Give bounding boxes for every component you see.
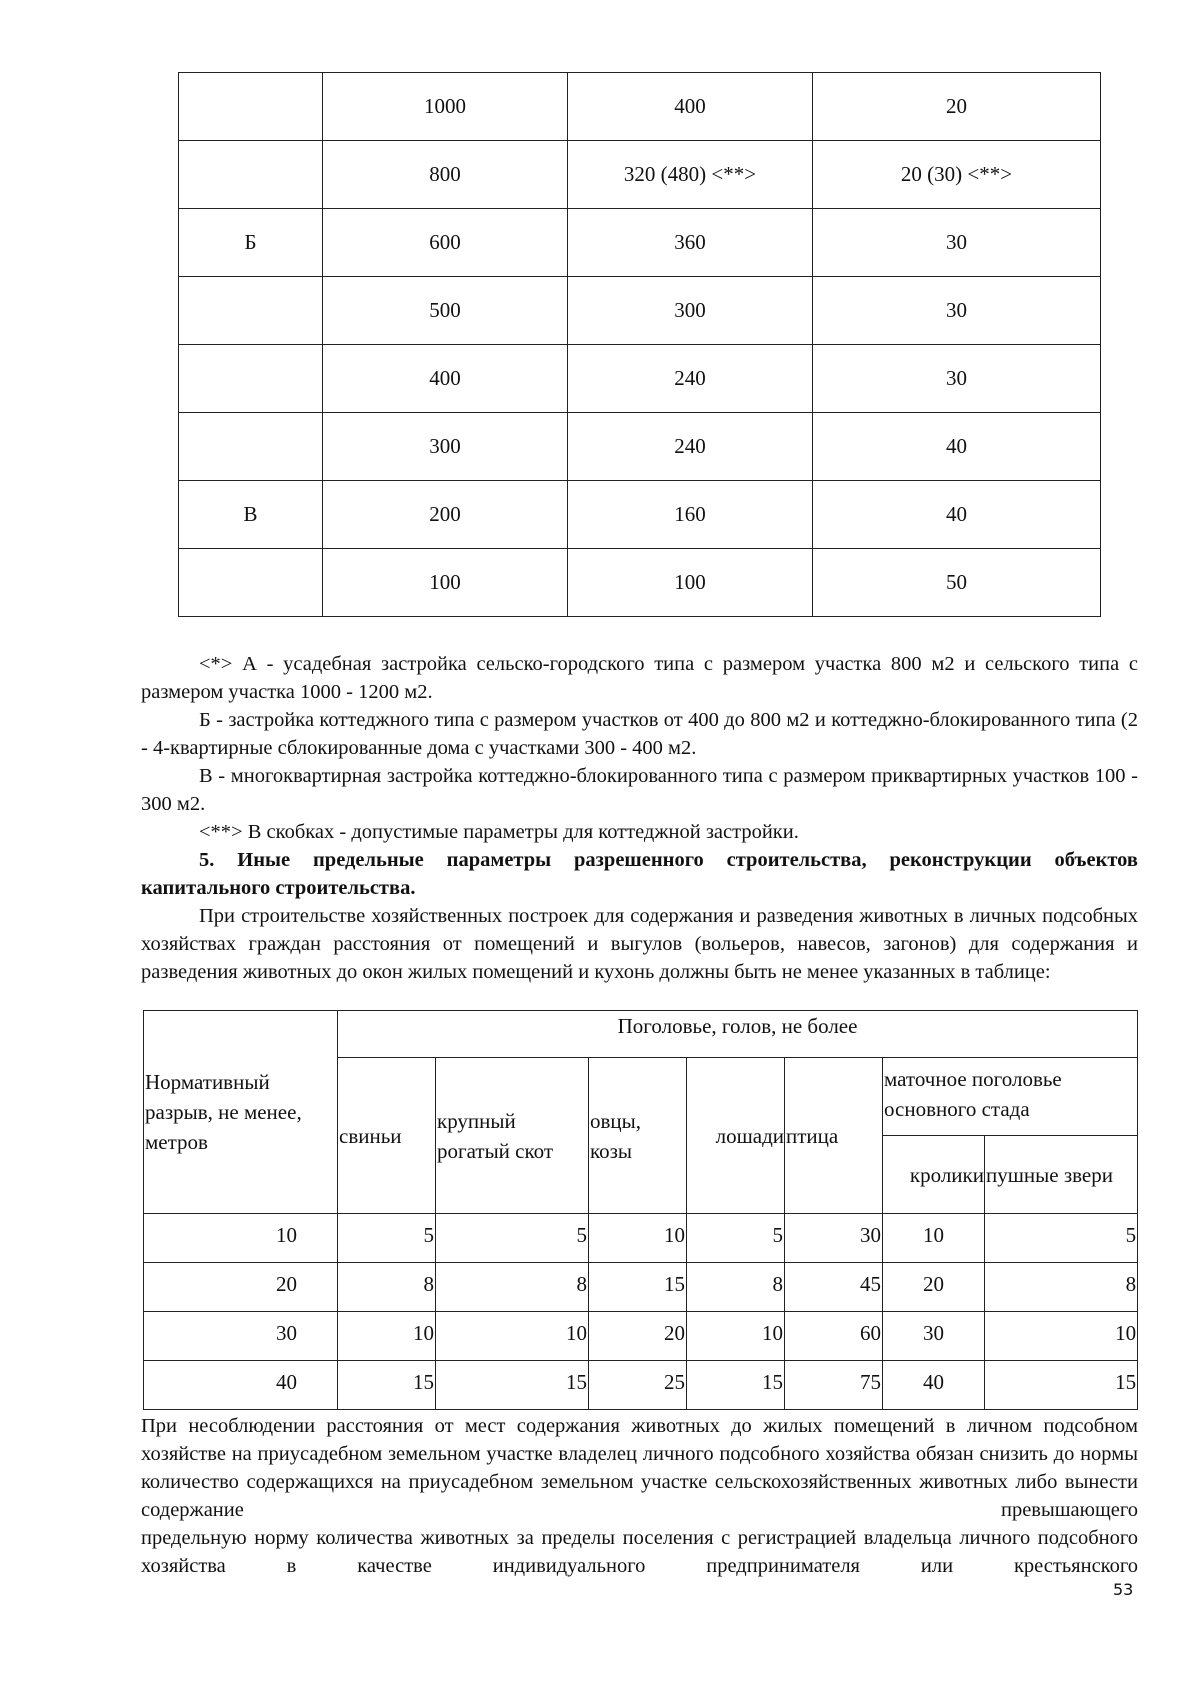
table-cell: 400 <box>568 73 813 141</box>
table-cell <box>179 413 323 481</box>
section-intro-text: При строительстве хозяйственных построек для содержания и разведения животных в личных подсобных хозяйствах граждан расстояния от помещений и выгулов (вольеров, навесов, загонов) для содержания и разведения животных до окон жилых помещений и кухонь должны быть не менее указанных в таблице: <box>141 905 1138 983</box>
table-cell: 8 <box>338 1263 436 1312</box>
table-cell: 8 <box>687 1263 785 1312</box>
table-cell: 1000 <box>323 73 568 141</box>
table-cell: 100 <box>323 549 568 617</box>
table-row <box>179 549 1101 617</box>
table-cell: 360 <box>568 209 813 277</box>
table-cell: 40 <box>813 481 1101 549</box>
table-cell: 5 <box>338 1214 436 1263</box>
table-row <box>144 1312 1138 1361</box>
table-cell: Б <box>179 209 323 277</box>
table-cell: 15 <box>985 1361 1138 1410</box>
table-cell: 75 <box>785 1361 883 1410</box>
table-cell: 5 <box>985 1214 1138 1263</box>
table-row <box>179 141 1101 209</box>
table-cell: 500 <box>323 277 568 345</box>
table-cell: 40 <box>883 1361 985 1410</box>
col-fur-animals-header: пушные звери <box>985 1136 1138 1214</box>
table-cell: 320 (480) <**> <box>568 141 813 209</box>
table-cell: 30 <box>813 209 1101 277</box>
animal-distance-table <box>143 1010 1138 1410</box>
table-cell: 200 <box>323 481 568 549</box>
note-b: Б - застройка коттеджного типа с размером участков от 400 до 800 м2 и коттеджно-блокированного типа (2 - 4-квартирные сблокированные дома с участками 300 - 400 м2. <box>141 709 1138 759</box>
note-c: В - многоквартирная застройка коттеджно-блокированного типа с размером приквартирных участков 100 - 300 м2. <box>141 765 1138 815</box>
section-intro <box>141 902 1138 986</box>
table-cell: 50 <box>813 549 1101 617</box>
table-cell <box>179 73 323 141</box>
table-cell: 45 <box>785 1263 883 1312</box>
col-horses-header: лошади <box>687 1058 785 1214</box>
group-header: Поголовье, голов, не более <box>338 1011 1138 1058</box>
table-cell: 20 <box>589 1312 687 1361</box>
table-cell <box>179 345 323 413</box>
table-cell: 8 <box>436 1263 589 1312</box>
table-cell: 10 <box>338 1312 436 1361</box>
table-row <box>179 481 1101 549</box>
note-a: <*> А - усадебная застройка сельско-городского типа с размером участка 800 м2 и сельского типа с размером участка 1000 - 1200 м2. <box>141 653 1138 703</box>
col-rabbits-header: кролики <box>883 1136 985 1214</box>
table-row <box>179 413 1101 481</box>
table-cell: 10 <box>144 1214 338 1263</box>
table-row <box>144 1361 1138 1410</box>
table-row <box>179 209 1101 277</box>
table-cell: 15 <box>589 1263 687 1312</box>
table-cell: 800 <box>323 141 568 209</box>
col-poultry-header: птица <box>785 1058 883 1214</box>
table-cell <box>179 549 323 617</box>
table-cell: 30 <box>813 345 1101 413</box>
table-cell: 25 <box>589 1361 687 1410</box>
table-cell <box>179 141 323 209</box>
table-cell: 15 <box>338 1361 436 1410</box>
table-cell: 240 <box>568 345 813 413</box>
table-cell: 300 <box>323 413 568 481</box>
note-d: <**> В скобках - допустимые параметры для коттеджной застройки. <box>199 821 799 843</box>
table-cell: 20 <box>883 1263 985 1312</box>
table-cell: 240 <box>568 413 813 481</box>
table-cell: 400 <box>323 345 568 413</box>
table-cell: 10 <box>985 1312 1138 1361</box>
table-cell: 15 <box>687 1361 785 1410</box>
table-cell: 5 <box>687 1214 785 1263</box>
col-sheep-header: овцы, козы <box>589 1058 687 1214</box>
table-cell: 10 <box>436 1312 589 1361</box>
table-cell: В <box>179 481 323 549</box>
table-cell: 20 (30) <**> <box>813 141 1101 209</box>
table-cell: 8 <box>985 1263 1138 1312</box>
col-distance-header: Нормативный разрыв, не менее, метров <box>144 1011 338 1214</box>
table-row <box>144 1214 1138 1263</box>
col-pigs-header: свиньи <box>338 1058 436 1214</box>
building-density-table <box>178 72 1101 617</box>
section-heading: 5. Иные предельные параметры разрешенного строительства, реконструкции объектов капитального строительства. <box>141 849 1138 899</box>
closing-paragraph: При несоблюдении расстояния от мест содержания животных до жилых помещений в личном подсобном хозяйстве на приусадебном земельном участке владелец личного подсобного хозяйства обязан снизить до нормы количество содержащихся на приусадебном земельном участке сельскохозяйственных животных либо вынести содержание превышающего <box>141 1415 1138 1521</box>
table-cell: 60 <box>785 1312 883 1361</box>
closing-paragraph-continued: предельную норму количества животных за пределы поселения с регистрацией владельца личного подсобного хозяйства в качестве индивидуального предпринимателя или крестьянского <box>141 1527 1138 1577</box>
table-cell: 40 <box>813 413 1101 481</box>
table-cell: 10 <box>687 1312 785 1361</box>
table-cell: 40 <box>144 1361 338 1410</box>
table-row <box>179 345 1101 413</box>
table-cell: 30 <box>813 277 1101 345</box>
table-cell <box>179 277 323 345</box>
table-cell: 160 <box>568 481 813 549</box>
table-row <box>144 1263 1138 1312</box>
breeding-stock-header: маточное поголовье основного стада <box>883 1058 1138 1136</box>
table-cell: 100 <box>568 549 813 617</box>
page-number: 53 <box>1113 1580 1134 1599</box>
table-row <box>179 73 1101 141</box>
table-cell: 5 <box>436 1214 589 1263</box>
table-cell: 10 <box>883 1214 985 1263</box>
table-cell: 30 <box>144 1312 338 1361</box>
col-cattle-header: крупный рогатый скот <box>436 1058 589 1214</box>
table-cell: 20 <box>813 73 1101 141</box>
table-cell: 30 <box>883 1312 985 1361</box>
table-cell: 600 <box>323 209 568 277</box>
table-cell: 10 <box>589 1214 687 1263</box>
table-cell: 20 <box>144 1263 338 1312</box>
table-cell: 30 <box>785 1214 883 1263</box>
table-cell: 300 <box>568 277 813 345</box>
table-row <box>179 277 1101 345</box>
table-cell: 15 <box>436 1361 589 1410</box>
